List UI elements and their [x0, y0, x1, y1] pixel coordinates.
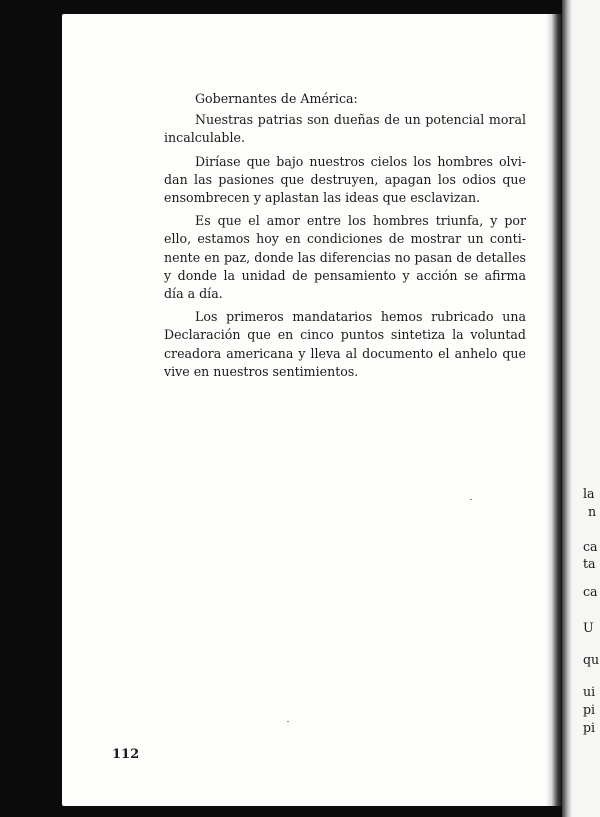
- page-body-text: [164, 90, 526, 386]
- scan-speck: [470, 499, 472, 500]
- paragraph-2: Diríase que bajo nuestros cielos los hombres olvidan las pasiones que destruyen, apagan los odios que ensombrecen y aplastan las ideas que esclavizan.: [164, 153, 526, 206]
- scan-border-bottom: [0, 806, 600, 817]
- facing-fragment: pi: [583, 720, 596, 735]
- facing-fragment: ta: [583, 556, 596, 571]
- paragraph-3: Es que el amor entre los hombres triunfa, y por ello, estamos hoy en condiciones de mostrar un continente en paz, donde las diferencias no pasan de detalles y donde la unidad de pensamiento y acción se afirma día a día.: [164, 213, 526, 302]
- facing-fragment: ca: [583, 584, 598, 599]
- book-gutter-shadow: [546, 14, 562, 806]
- facing-fragment: n: [588, 504, 597, 519]
- scan-border-top: [0, 0, 600, 14]
- salutation: Gobernantes de América:: [195, 91, 358, 106]
- page-number: 112: [112, 747, 140, 762]
- facing-page-shadow: [562, 0, 572, 817]
- paragraph-1: Nuestras patrias son dueñas de un potencial moral incalculable.: [164, 112, 526, 146]
- facing-fragment: U: [583, 620, 594, 635]
- facing-fragment: qu: [583, 652, 600, 667]
- facing-fragment: la: [583, 486, 595, 501]
- facing-fragment: ca: [583, 539, 598, 554]
- paragraph-4: Los primeros mandatarios hemos rubricado una Declaración que en cinco puntos sintetiza la voluntad creadora americana y lleva al documento el anhelo que vive en nuestros sentimientos.: [164, 309, 526, 379]
- facing-fragment: ui: [583, 684, 596, 699]
- scan-speck: [287, 721, 289, 722]
- facing-fragment: pi: [583, 702, 596, 717]
